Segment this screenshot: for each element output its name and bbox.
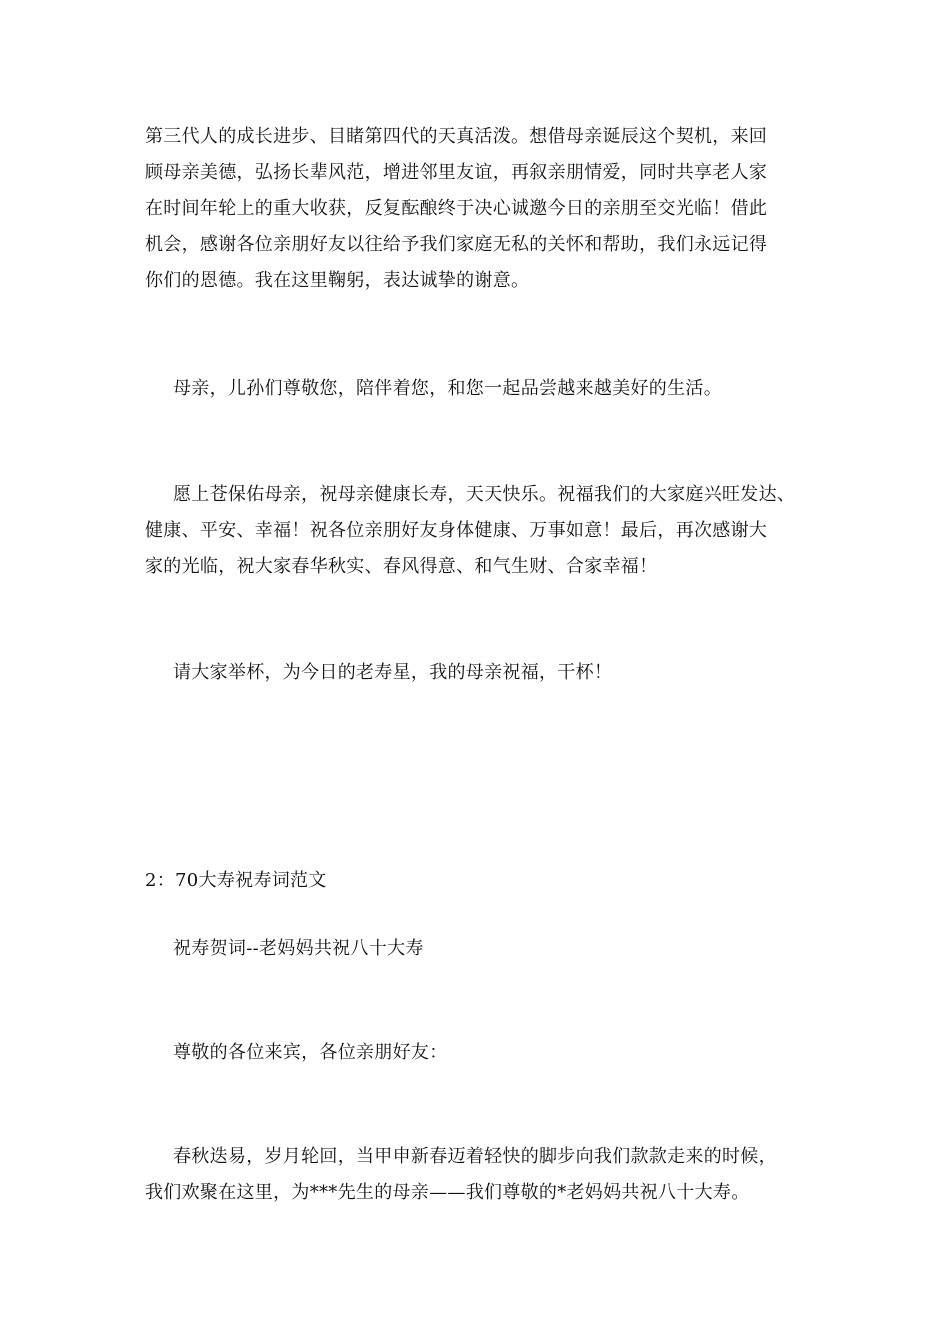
subtitle: 祝寿贺词--老妈妈共祝八十大寿 bbox=[173, 938, 424, 959]
section-heading: 2：70大寿祝寿词范文 bbox=[145, 870, 327, 891]
text-line: 我们欢聚在这里，为***先生的母亲——我们尊敬的*老妈妈共祝八十大寿。 bbox=[145, 1182, 750, 1203]
text-line: 家的光临，祝大家春华秋实、春风得意、和气生财、合家幸福！ bbox=[145, 556, 658, 577]
text-line: 顾母亲美德，弘扬长辈风范，增进邻里友谊，再叙亲朋情爱，同时共享老人家 bbox=[145, 162, 768, 183]
text-line: 愿上苍保佑母亲，祝母亲健康长寿，天天快乐。祝福我们的大家庭兴旺发达、 bbox=[173, 484, 796, 505]
text-line: 机会，感谢各位亲朋好友以往给予我们家庭无私的关怀和帮助，我们永远记得 bbox=[145, 234, 768, 255]
text-line: 第三代人的成长进步、目睹第四代的天真活泼。想借母亲诞辰这个契机，来回 bbox=[145, 126, 768, 147]
text-line: 健康、平安、幸福！祝各位亲朋好友身体健康、万事如意！最后，再次感谢大 bbox=[145, 520, 768, 541]
paragraph-toast: 请大家举杯，为今日的老寿星，我的母亲祝福，干杯！ bbox=[173, 662, 613, 683]
text-line: 在时间年轮上的重大收获，反复酝酿终于决心诚邀今日的亲朋至交光临！借此 bbox=[145, 198, 768, 219]
text-line: 春秋迭易，岁月轮回，当甲申新春迈着轻快的脚步向我们款款走来的时候， bbox=[173, 1146, 777, 1167]
salutation: 尊敬的各位来宾，各位亲朋好友： bbox=[173, 1042, 448, 1063]
text-line: 你们的恩德。我在这里鞠躬，表达诚挚的谢意。 bbox=[145, 270, 530, 291]
paragraph-respect: 母亲，儿孙们尊敬您，陪伴着您，和您一起品尝越来越美好的生活。 bbox=[173, 378, 722, 399]
